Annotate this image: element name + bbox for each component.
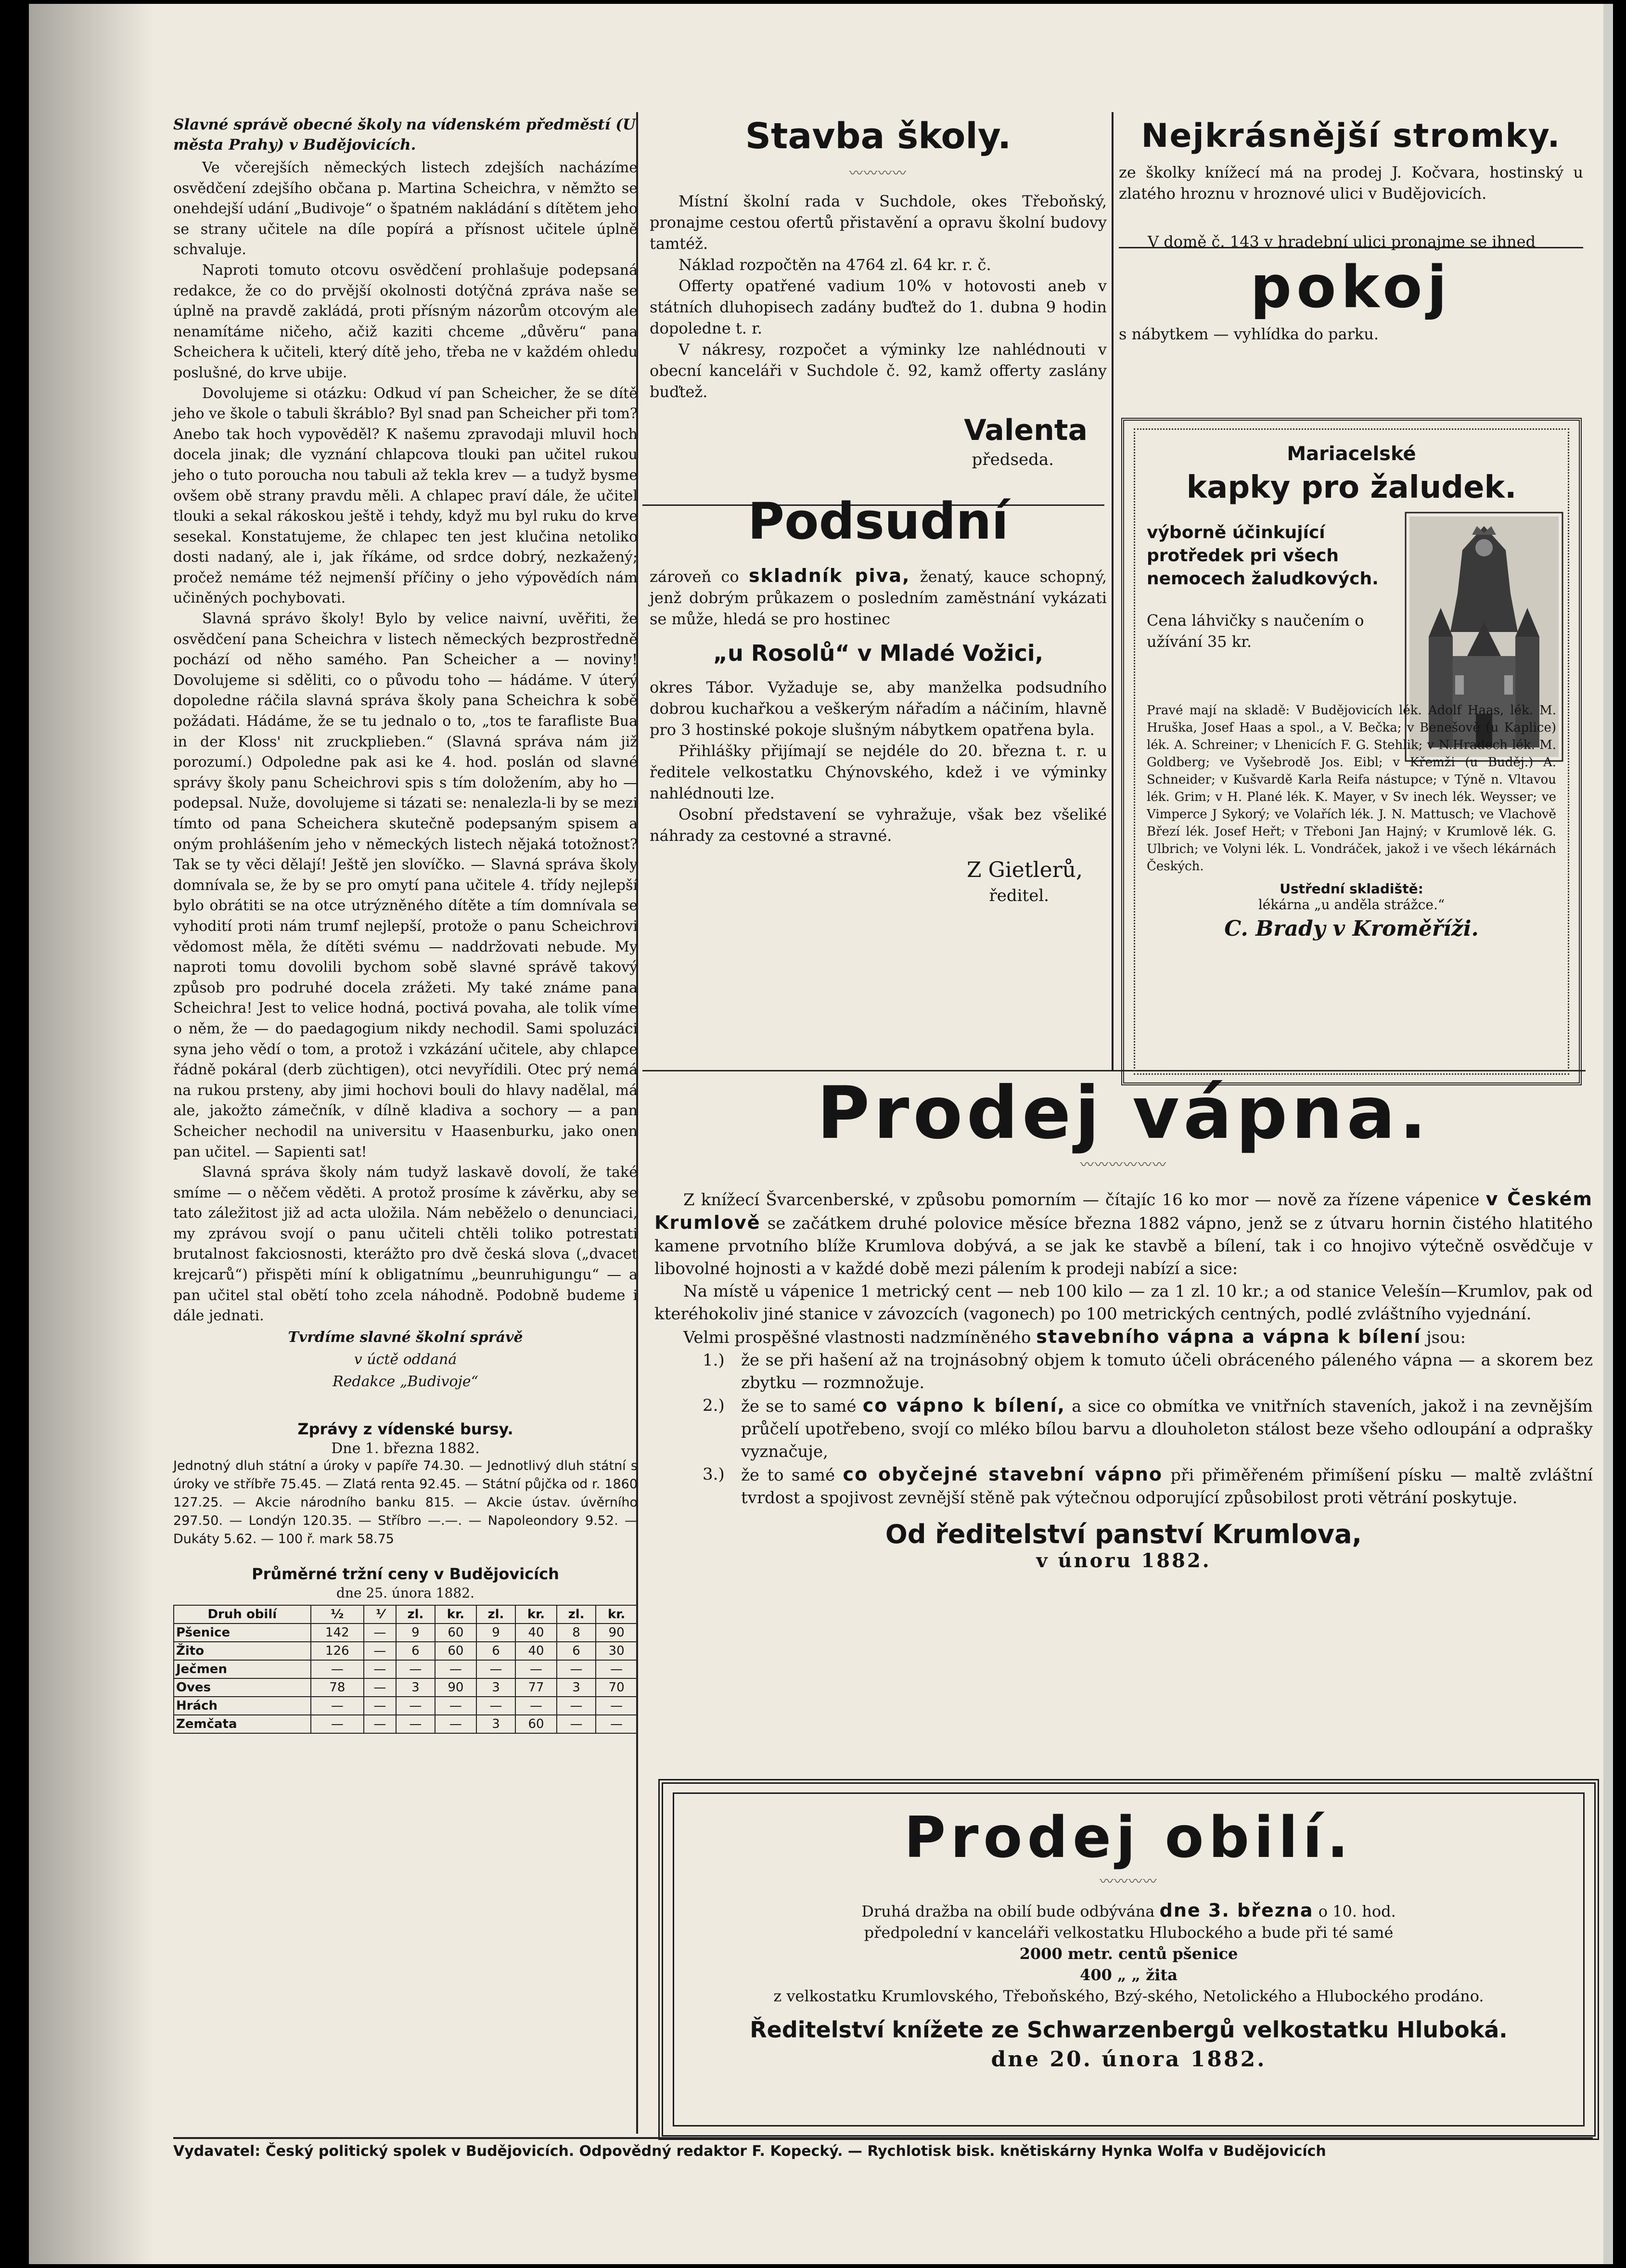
ceny-cell: 142 [311, 1624, 364, 1642]
column-3 [1119, 115, 1583, 345]
vapna-item-text-b: co vápno k bílení, [862, 1395, 1065, 1416]
article-sign-1: Tvrdíme slavné školní správě [288, 1328, 523, 1346]
ceny-cell: 9 [476, 1624, 515, 1642]
podsudni-signature: Z Gietlerů, [967, 858, 1083, 882]
ceny-cell: — [515, 1697, 557, 1715]
ceny-cell: 6 [557, 1642, 596, 1660]
vapna-paragraph-3 [654, 1326, 1593, 1349]
obili-paragraph-3: 2000 metr. centů pšenice [1019, 1945, 1238, 1963]
vapna-text-c: jsou: [1426, 1328, 1466, 1347]
ceny-cell: — [557, 1697, 596, 1715]
stavba-signature-role: předseda. [972, 450, 1054, 469]
ceny-cell: 6 [476, 1642, 515, 1660]
prodej-obili-ad [658, 1779, 1599, 2140]
obili-office: Ředitelství knížete ze Schwarzenbergů velkostatku Hluboká. [750, 2017, 1508, 2043]
mariacelske-title-2: kapky pro žaludek. [1186, 470, 1517, 505]
ceny-row [174, 1697, 637, 1715]
ceny-cell: — [311, 1715, 364, 1733]
vapna-item-text-a: že se to samé [741, 1397, 857, 1416]
ceny-header-cell: zl. [396, 1605, 435, 1624]
ceny-table-body [174, 1624, 637, 1733]
podsudni-paragraph-1 [650, 565, 1107, 630]
ceny-title: Průměrné tržní ceny v Budějovicích [252, 1564, 559, 1583]
ceny-cell: — [476, 1697, 515, 1715]
pokoj-text-2: s nábytkem — vyhlídka do parku. [1119, 325, 1379, 343]
vapna-text-b: stavebního vápna a vápna k bílení [1036, 1326, 1421, 1347]
stavba-paragraph-2: Náklad rozpočtěn na 4764 zl. 64 kr. r. č. [679, 256, 991, 274]
ceny-cell: 3 [476, 1715, 515, 1733]
obili-paragraph-5: z velkostatku Krumlovského, Třeboňského, Bzý-ského, Netolického a Hlubockého prodáno. [773, 1987, 1484, 2005]
ceny-cell: — [596, 1697, 637, 1715]
column-rule-2 [1112, 112, 1114, 1070]
podsudni-text-b: skladník piva, [748, 565, 910, 586]
ceny-cell: — [596, 1660, 637, 1678]
vapna-item-number: 2.) [703, 1396, 725, 1415]
madonna-face [1475, 539, 1493, 556]
vapna-date: v únoru 1882. [1036, 1549, 1211, 1572]
vapna-paragraph-2: Na místě u vápenice 1 metrický cent — neb 100 kilo — za 1 zl. 10 kr.; a od stanice Velešín—Krumlov, pak od kteréhokoliv jiné stanice v závozcích (vagonech) po 100 metrických centných, podlé zvláštního vyjednání. [654, 1282, 1593, 1324]
podsudni-text-a: zároveň co [650, 567, 739, 586]
obili-paragraph-2: předpolední v kanceláři velkostatku Hlubockého a bude při té samé [864, 1923, 1394, 1942]
podsudni-paragraph-3: Přihlášky přijímají se nejdéle do 20. března t. r. u ředitele velkostatku Chýnovského, kdež i ve výminky nahlédnouti lze. [650, 742, 1107, 802]
obili-text-c: o 10. hod. [1318, 1902, 1396, 1920]
ceny-header-cell: ⅟ [364, 1605, 396, 1624]
ceny-grain-name: Zemčata [174, 1715, 311, 1733]
decorative-wave-divider: 〰〰〰〰〰〰 [1080, 1157, 1167, 1173]
ceny-cell: — [364, 1697, 396, 1715]
vapna-item-number: 3.) [703, 1465, 725, 1484]
ceny-grain-name: Oves [174, 1678, 311, 1697]
ceny-cell: — [311, 1660, 364, 1678]
ceny-cell: — [476, 1660, 515, 1678]
page-edge-strip [1603, 4, 1613, 2264]
pokoj-word: pokoj [1250, 254, 1452, 321]
vapna-item-text-b: co obyčejné stavební vápno [843, 1464, 1163, 1485]
ceny-table [173, 1605, 638, 1734]
bursa-date: Dne 1. března 1882. [331, 1440, 480, 1457]
podsudni-text-c: ženatý, kauce schopný, jenž dobrým průkazem o posledním zaměstnání vykázati se může, hledá se pro hostinec [650, 567, 1107, 628]
ceny-row [174, 1660, 637, 1678]
ceny-cell: 90 [435, 1678, 476, 1697]
ceny-cell: — [396, 1715, 435, 1733]
stavba-title: Stavba školy. [745, 116, 1011, 157]
mariacelske-dealers: Pravé mají na skladě: V Budějovicích lék. Adolf Haas, lék. M. Hruška, Josef Haas a spol., a V. Bečka; v Benešově (u Kaplice) lék. A. Schreiner; v Lhenicích F. G. Stehlik; v N.Hradech lék. M. Goldberg; ve Vyšebrodě Jos. Eibl; v Křemži (u Buděj.) A. Schneider; v Kušvardě Karla Reifa nástupce; v Týně n. Vltavou lék. Grim; v H. Plané lék. K. Mayer, v Sv inech lék. Weysser; ve Vimperce J Sykorý; ve Volařích lék. J. N. Mattusch; ve Vlachově Březí lék. Josef Heřt; v Třeboni Jan Hajný; v Krumlově lék. G. Ulbrich; ve Volyni lék. L. Vondráček, jakož i ve všech lékárnách Českých. [1147, 703, 1556, 874]
ceny-cell: 30 [596, 1642, 637, 1660]
stromky-title: Nejkrásnější stromky. [1141, 117, 1561, 155]
stavba-signature: Valenta [964, 413, 1088, 447]
podsudni-title: Podsudní [747, 492, 1009, 551]
article-paragraph-3: Dovolujeme si otázku: Odkud ví pan Scheicher, že se dítě jeho ve škole o tabuli škráblo? Byl snad pan Scheicher při tom? Anebo tak hoch vypověděl? K našemu zpravodaji mluvil hoch docela jinak; dle vyznání chlapcova tlouki pan učitel rukou jeho o tuto poroucha nou tabuli až tekla krev — a tudyž bysme ovšem obě strany pravdu měli. A chlapec praví dále, že učitel tlouki a sekal rákoskou ještě i tehdy, když mu byl ruku do krve sesekal. Konstatujeme, že chlapec ten jest klučina netoliko dosti nadaný, ale i, jak říkáme, od srdce dobrý, nezkažený; pročež nemáme též nejmenší příčiny o jeho výpovědích nám učiněných pochybovati. [173, 385, 638, 607]
ceny-row [174, 1624, 637, 1642]
vapna-text-a: Z knížecí Švarcenberské, v způsobu pomorním — čítajíc 16 ko mor — nově za řízene vápenice [683, 1190, 1480, 1210]
decorative-wave-divider: 〰〰〰〰 [1100, 1873, 1158, 1889]
ceny-cell: 126 [311, 1642, 364, 1660]
stavba-paragraph-4: V nákresy, rozpočet a výminky lze nahlédnouti v obecní kanceláři v Suchdole č. 92, kamž offerty zaslány buďtež. [650, 340, 1107, 401]
obili-paragraph-4: 400 „ „ žita [1080, 1966, 1178, 1984]
ceny-cell: — [435, 1715, 476, 1733]
ceny-cell: 60 [435, 1624, 476, 1642]
ceny-cell: 8 [557, 1624, 596, 1642]
vapna-text-c: se začátkem druhé polovice měsíce března 1882 vápno, jenž se z útvaru hornin čistého hlatitého kamene prvotního blíže Krumlova dobývá, a se jak ke stavbě a bílení, tak i co hnojivo výtečně osvědčuje v libovolné hojnosti a v každé době mezi pálením k prodeji nabízí a sice: [654, 1214, 1593, 1278]
ceny-header-cell: zl. [557, 1605, 596, 1624]
ceny-header-cell: kr. [515, 1605, 557, 1624]
column-2 [650, 115, 1107, 907]
ceny-cell: — [396, 1697, 435, 1715]
ceny-row [174, 1678, 637, 1697]
church-window [1504, 675, 1513, 695]
ceny-cell: — [435, 1660, 476, 1678]
stavba-paragraph-3: Offerty opatřené vadium 10% v hotovosti aneb v státních dluhopisech zadány buďtež do 1. dubna 9 hodin dopoledne t. r. [650, 277, 1107, 337]
podsudni-paragraph-4: Osobní představení se vyhražuje, však bez všeliké náhrady za cestovné a stravné. [650, 805, 1107, 845]
ceny-header-row [174, 1605, 637, 1624]
article-paragraph-2: Naproti tomuto otcovu osvědčení prohlašuje podepsaná redakce, že co do prvější okolnosti dotýčná zpráva naše se úplně na pravdě zakládá, proti přísným názorům otcovým ale nenamítáme ničeho, ačiž kaziti chceme „důvěru“ pana Scheichera k učiteli, který dítě jeho, třeba ne v každém ohledu poslušné, do krve ubije. [173, 261, 638, 381]
obili-text-a: Druhá dražba na obilí bude odbývána [861, 1902, 1155, 1920]
newspaper-page [29, 4, 1613, 2264]
obili-text-b: dne 3. března [1159, 1900, 1314, 1921]
vapna-item-text: že se při hašení až na trojnásobný objem k tomuto účeli obráceného páleného vápna — a skorem bez zbytku — rozmnožuje. [741, 1351, 1593, 1392]
ceny-cell: — [557, 1715, 596, 1733]
ceny-cell: 60 [435, 1642, 476, 1660]
pokoj-text: V domě č. 143 v hradební ulici pronajme se ihned [1148, 232, 1536, 251]
mariacelske-ad [1121, 418, 1582, 1085]
ceny-cell: — [364, 1642, 396, 1660]
prodej-obili-inner [673, 1792, 1585, 2126]
obili-paragraph-1 [674, 1900, 1583, 1922]
vapna-item-text-c: při přiměřeném přimíšení písku — maltě zvláštní tvrdost a spojivost zevnější stěně pak výtečnou odporující způsobilost proti větrání poskytuje. [741, 1466, 1593, 1508]
podsudni-signature-role: ředitel. [989, 886, 1049, 905]
ceny-header-cell: Druh obilí [174, 1605, 311, 1624]
imprint-footer: Vydavatel: Český politický spolek v Budějovicích. Odpovědný redaktor F. Kopecký. — Rychlotisk bisk. knětiskárny Hynka Wolfa v Budějovicích [173, 2137, 1593, 2161]
ceny-cell: — [364, 1678, 396, 1697]
mariacelske-pharmacy: lékárna „u anděla strážce.“ [1258, 897, 1445, 913]
obili-date: dne 20. února 1882. [991, 2047, 1267, 2072]
mariacelske-title-1: Mariacelské [1287, 443, 1416, 465]
ceny-cell: — [396, 1660, 435, 1678]
ceny-grain-name: Pšenice [174, 1624, 311, 1642]
ceny-header-cell: zl. [476, 1605, 515, 1624]
ceny-cell: 3 [476, 1678, 515, 1697]
ceny-grain-name: Žito [174, 1642, 311, 1660]
ceny-header-cell: ⅟₂ [311, 1605, 364, 1624]
prodej-vapna-ad [654, 1072, 1593, 1572]
vapna-item-3 [654, 1463, 1593, 1509]
ceny-cell: 90 [596, 1624, 637, 1642]
article-sign-2: v úctě oddaná [354, 1351, 457, 1368]
mariacelske-price: Cena láhvičky s naučením o užívání 35 kr. [1147, 611, 1364, 651]
ceny-cell: 40 [515, 1642, 557, 1660]
ceny-cell: 6 [396, 1642, 435, 1660]
vapna-title: Prodej vápna. [817, 1071, 1431, 1155]
ceny-cell: 60 [515, 1715, 557, 1733]
vapna-item-text-a: že to samé [741, 1466, 835, 1485]
ceny-cell: — [364, 1624, 396, 1642]
ceny-cell: — [311, 1697, 364, 1715]
ceny-cell: 70 [596, 1678, 637, 1697]
vapna-item-2 [654, 1394, 1593, 1463]
ceny-cell: — [515, 1660, 557, 1678]
vapna-issuer: Od ředitelství panství Krumlova, [885, 1519, 1362, 1549]
church-window [1455, 675, 1464, 695]
ceny-grain-name: Ječmen [174, 1660, 311, 1678]
vapna-paragraph-1 [654, 1188, 1593, 1280]
ceny-cell: — [364, 1715, 396, 1733]
mariacelske-signature: C. Brady v Kroměříži. [1224, 916, 1479, 941]
vapna-item-text-c: a sice co obmítka ve vnitřních staveních, jakož i na zevnějším průčelí upotřebeno, svojí co mléko bílou barvu a dlouholeton stálost beze všeho odloupání a odprašky vyznačuje, [741, 1397, 1593, 1461]
article-sign-3: Redakce „Budivoje“ [333, 1373, 478, 1390]
article-paragraph-5: Slavná správa školy nám tudyž laskavě dovolí, že také smíme — o něčem věděti. A protož prosíme k závěrku, aby se tato záležitost již ad acta uložila. Nám neběželo o denunciaci, my zprávou svojí o panu učiteli chtěli toliko potrestati brutalnost fakciosnosti, kterážto pro dvě česká slova („dvacet krejcarů“) přispěti míní k obligatnímu „beunruhigungu“ — a pan učitel stal obětí toho zcela náhodně. Podobně budeme i dále jednati. [173, 1164, 638, 1325]
stavba-paragraph-1: Místní školní rada v Suchdole, okes Třeboňský, pronajme cestou ofertů přistavění a opravu školní budovy tamtéž. [650, 192, 1107, 253]
stromky-text: ze školky knížecí má na prodej J. Kočvara, hostinský u zlatého hroznu v hroznové ulici v Budějovicích. [1119, 163, 1583, 203]
podsudni-place: „u Rosolů“ v Mladé Vožici, [713, 640, 1044, 666]
ceny-cell: 40 [515, 1624, 557, 1642]
podsudni-paragraph-2: okres Tábor. Vyžaduje se, aby manželka podsudního dobrou kuchařkou a veškerým nářadím a náčiním, hlavně pro 3 hostinské pokoje slušným nábytkem opatřena byla. [650, 678, 1107, 739]
ceny-cell: 3 [557, 1678, 596, 1697]
mariacelske-ad-inner [1134, 428, 1569, 1075]
vapna-item-number: 1.) [703, 1351, 725, 1370]
ceny-row [174, 1715, 637, 1733]
ceny-cell: 3 [396, 1678, 435, 1697]
obili-title: Prodej obilí. [904, 1804, 1354, 1870]
ceny-header-cell: kr. [435, 1605, 476, 1624]
vapna-item-1 [654, 1349, 1593, 1394]
bursa-text: Jednotný dluh státní a úroky v papíře 74.30. — Jednotlivý dluh státní s úroky ve stříbře 75.45. — Zlatá renta 92.45. — Státní půjčka od r. 1860 127.25. — Akcie národního banku 815. — Akcie ústav. úvěrního 297.50. — Londýn 120.35. — Stříbro —.—. — Napoleondory 9.52. — Dukáty 5.62. — 100 ř. mark 58.75 [173, 1458, 638, 1546]
article-paragraph-1: Ve včerejších německých listech zdejších nacházíme osvědčení zdejšího občana p. Martina Scheichra, v němžto se onehdejší udání „Budivoje“ o špatném nakládání s dítětem jeho se strany učitele na díle popírá a přísnost učitele úplně schvaluje. [173, 159, 638, 258]
ceny-date: dne 25. února 1882. [336, 1585, 474, 1601]
vapna-text-a: Velmi prospěšné vlastnosti nadzmíněného [683, 1328, 1031, 1347]
vapna-text-b: v Českém Krumlově [654, 1188, 1593, 1233]
ceny-cell: 9 [396, 1624, 435, 1642]
mariacelske-lead: výborně účinkující protředek pri všech nemocech žaludkových. [1147, 523, 1379, 589]
ceny-grain-name: Hrách [174, 1697, 311, 1715]
bursa-title: Zprávy z vídenské bursy. [297, 1419, 513, 1438]
ceny-cell: — [364, 1660, 396, 1678]
article-heading: Slavné správě obecné školy na vídenském předměstí (U města Prahy) v Budějovicích. [173, 116, 636, 154]
decorative-wave-divider: 〰〰〰〰 [849, 165, 907, 181]
column-1 [173, 115, 638, 1734]
article-paragraph-4: Slavná správo školy! Bylo by velice naivní, uvěřiti, že osvědčení pana Scheichra v listech německých bezprostředně pochází od něho samého. Pan Scheicher a — noviny! Dovolujeme si sděliti, co o původu toho — hádáme. V úterý dopoledne ráčila slavná správa školy pana Scheichra k sobě požádati. Hádáme, že se tu jednalo o to, „tos te farafliste Bua in der Kloss' nit zruckplieben.“ (Slavná správa nám již porozumí.) Odpoledne pak asi ke 4. hod. poslán od slavné správy školy panu Scheichrovi spis s tím doložením, aby ho — podepsal. Nuže, dovolujeme si tázati se: nenalezla-li by se mezi tímto od pana Scheichera skutečně podepsaným spisem a oným prohlášením jeho v německých listech nějaká totožnost? Tak se ty věci dělají! Ještě jen slovíčko. — Slavná správa školy domnívala se, že by se pro omytí pana učitele 4. třídy nejlepší bylo obrátiti se na otce utrýzněného dítěte a tím domnívala se vyhodití proti nám trumf nejlepší, protože o panu Scheichrovi vědomost měla, že dítěti svému — naddržovati nebude. My naproti tomu dovolili bychom sobě slavné správě takový způsob pro podruhé docela zrážeti. My také známe pana Scheichra! Jest to velice hodná, poctivá povaha, ale tolik víme o něm, že — do paedagogium nikdy nechodil. Sami spoluzáci syna jeho vědí o tom, a protož i vzkázání učitele, aby chlapce řádně pokáral (derb züchtigen), otci nevyřídili. Otec prý nemá na rukou prsteny, aby jimi hochovi bouli do hlavy nadělal, má ale, jakožto zámečník, v dílně kladiva a sochory — a pan Scheicher nechodil na universitu v Haasenburku, jako onen pan učitel. — Sapienti sat! [173, 610, 638, 1160]
mariacelske-central-store: Ustřední skladiště: [1280, 881, 1423, 897]
ceny-cell: — [557, 1660, 596, 1678]
ceny-header-cell: kr. [596, 1605, 637, 1624]
ceny-cell: — [435, 1697, 476, 1715]
ceny-row [174, 1642, 637, 1660]
ceny-cell: — [596, 1715, 637, 1733]
ceny-cell: 78 [311, 1678, 364, 1697]
ceny-cell: 77 [515, 1678, 557, 1697]
